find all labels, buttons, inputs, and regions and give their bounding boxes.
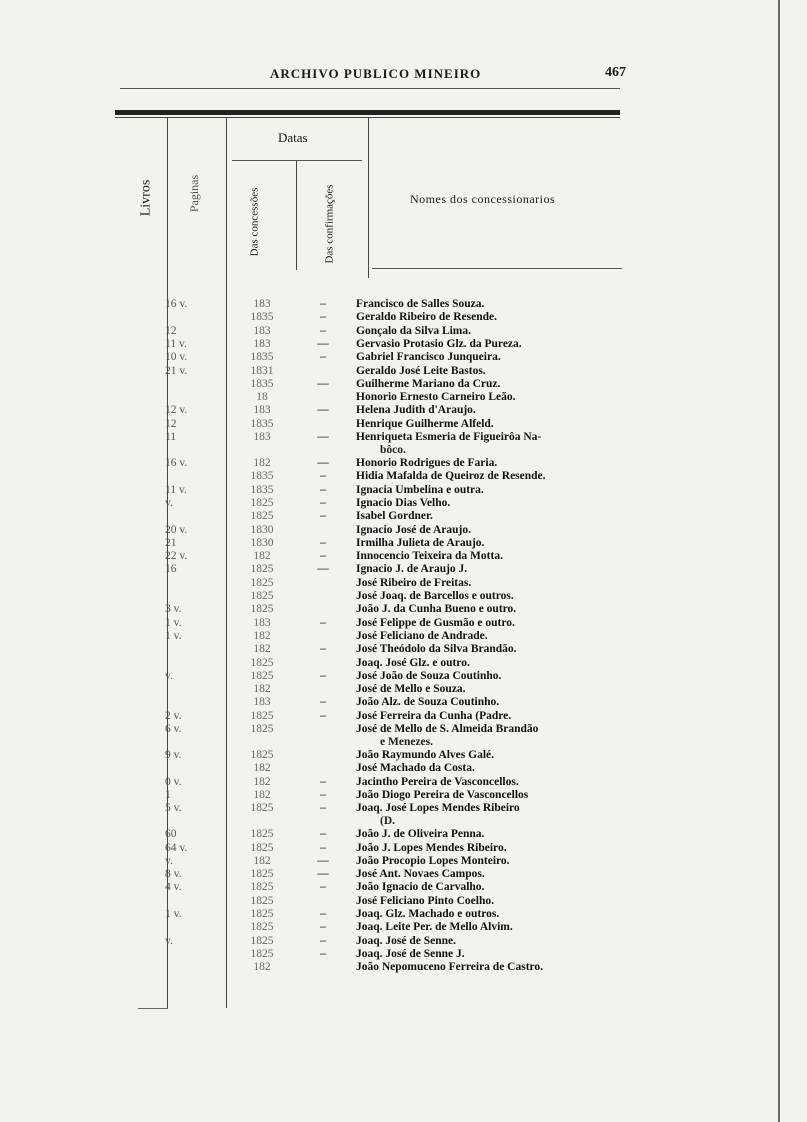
name-cell: João Diogo Pereira de Vasconcellos [356, 788, 529, 801]
name-cell: José João de Souza Coutinho. [356, 669, 502, 682]
table-row [130, 630, 630, 643]
table-row [130, 961, 630, 974]
header-bottom-rule [372, 268, 622, 269]
concessao-cell: 182 [253, 854, 271, 867]
table-row [130, 325, 630, 338]
name-cell: Hidia Mafalda de Queiroz de Resende. [356, 470, 546, 483]
name-cell: Gonçalo da Silva Lima. [356, 324, 472, 337]
name-cell: Ignacio José de Araujo. [356, 523, 471, 536]
table-row [130, 457, 630, 470]
confirmacao-cell: – [320, 616, 326, 629]
name-cell: José Machado da Costa. [356, 762, 475, 775]
concessao-cell: 183 [253, 696, 271, 709]
name-cell: João J. de Oliveira Penna. [356, 828, 485, 841]
concessao-cell: 1825 [250, 947, 274, 960]
pagina-cell: 16 v. [165, 298, 188, 310]
name-cell: João Alz. de Souza Coutinho. [356, 696, 500, 709]
datas-rule [232, 160, 362, 161]
table-row [130, 603, 630, 616]
pagina-cell: 1 v. [165, 629, 182, 642]
name-cell: Joaq. Leite Per. de Mello Alvim. [356, 921, 513, 934]
table-row [130, 577, 630, 590]
confirmacao-cell: – [320, 775, 326, 788]
name-cell: Henriqueta Esmeria de Figueirôa Na- [356, 431, 542, 443]
concessao-cell: 1825 [250, 749, 274, 761]
concessao-cell: 1825 [250, 934, 274, 947]
pagina-cell: 6 v. [165, 723, 182, 735]
name-continuation: e Menezes. [380, 736, 433, 748]
concessao-cell: 1825 [250, 656, 274, 669]
confirmacao-cell: – [320, 696, 326, 709]
pagina-cell: 4 v. [165, 881, 182, 894]
confirmacao-cell: – [320, 510, 326, 523]
name-cell: Gervasio Protasio Glz. da Pureza. [356, 337, 522, 350]
confirmacao-cell: – [320, 470, 326, 483]
pagina-cell: 22 v. [165, 550, 188, 563]
name-continuation: (D. [380, 815, 396, 828]
table-row [130, 776, 630, 789]
confirmacao-cell: – [320, 947, 326, 960]
name-cell: João Nepomuceno Ferreira de Castro. [356, 961, 544, 974]
concessao-cell: 1835 [250, 351, 274, 364]
concessao-cell: 1825 [250, 841, 274, 854]
pagina-cell: 3 v. [165, 603, 182, 616]
confirmacao-cell: — [317, 457, 329, 469]
name-cell: Innocencio Teixeira da Motta. [356, 550, 503, 563]
concessao-cell: 1825 [250, 908, 274, 920]
name-cell: João J. Lopes Mendes Ribeiro. [356, 841, 507, 854]
name-cell: José Theódolo da Silva Brandão. [356, 643, 517, 656]
page-number: 467 [605, 65, 626, 80]
name-cell: Isabel Gordner. [356, 510, 433, 523]
table-row [130, 670, 630, 683]
concessao-cell: 1825 [250, 894, 274, 907]
confirmacao-cell: – [320, 669, 326, 682]
pagina-cell: 12 [165, 417, 177, 430]
running-head-title: ARCHIVO PUBLICO MINEIRO [270, 66, 482, 81]
name-cell: Henrique Guilherme Alfeld. [356, 417, 494, 430]
confirmacao-cell: — [317, 563, 329, 576]
name-cell: João Procopio Lopes Monteiro. [356, 854, 510, 867]
name-cell: Geraldo Ribeiro de Resende. [356, 311, 497, 324]
confirmacao-cell: – [320, 921, 326, 934]
pagina-cell: 1 v. [165, 616, 182, 629]
confirmacao-cell: – [320, 908, 326, 920]
concessao-cell: 1835 [250, 377, 274, 390]
header-paginas: Paginas [187, 174, 202, 213]
table-row [130, 908, 630, 921]
concessao-cell: 1825 [250, 563, 274, 576]
concessao-cell: 182 [253, 550, 271, 563]
table-row [130, 510, 630, 523]
table-row [130, 723, 630, 748]
concessao-cell: 1835 [250, 311, 274, 324]
concessao-cell: 183 [253, 431, 271, 443]
confirmacao-cell: – [320, 298, 326, 310]
table-row [130, 590, 630, 603]
concessao-cell: 182 [253, 683, 271, 696]
pagina-cell: 11 v. [165, 337, 187, 350]
concessao-cell: 183 [253, 616, 271, 629]
name-cell: Helena Judith d'Araujo. [356, 404, 476, 417]
name-cell: Honorio Ernesto Carneiro Leão. [356, 391, 516, 404]
concessao-cell: 183 [253, 404, 271, 417]
table-row [130, 298, 630, 311]
table-row [130, 550, 630, 563]
confirmacao-cell: – [320, 351, 326, 364]
concessao-cell: 182 [253, 762, 271, 775]
name-cell: José Feliciano de Andrade. [356, 629, 488, 642]
table-row [130, 828, 630, 841]
pagina-cell: v. [165, 669, 173, 682]
concessao-cell: 183 [253, 298, 271, 310]
concessao-cell: 1825 [250, 921, 274, 934]
table-row [130, 696, 630, 709]
pagina-cell: 12 v. [165, 404, 188, 417]
table-row [130, 617, 630, 630]
head-rule [120, 88, 620, 89]
table-row [130, 470, 630, 483]
pagina-cell: 60 [165, 828, 177, 841]
concessao-cell: 1830 [250, 536, 274, 549]
confirmacao-cell: – [320, 802, 326, 815]
confirmacao-cell: – [320, 934, 326, 947]
name-cell: Ignacia Umbelina e outra. [356, 483, 484, 496]
name-cell: Joaq. Glz. Machado e outros. [356, 908, 500, 920]
confirmacao-cell: — [317, 404, 329, 417]
header-confirmacoes: Das confirmações [323, 184, 336, 264]
concessao-cell: 1825 [250, 576, 274, 589]
pagina-cell: 1 v. [165, 908, 182, 920]
concessao-cell: 1825 [250, 802, 274, 815]
concessao-cell: 182 [253, 457, 271, 469]
name-cell: Irmilha Julieta de Araujo. [356, 536, 485, 549]
pagina-cell: v. [165, 934, 173, 947]
table-row [130, 921, 630, 934]
name-cell: Honorio Rodrigues de Faria. [356, 457, 498, 469]
name-cell: João J. da Cunha Bueno e outro. [356, 603, 517, 616]
concessao-cell: 1835 [250, 483, 274, 496]
confirmacao-cell: — [317, 337, 329, 350]
name-cell: Joaq. José de Senne J. [356, 947, 465, 960]
concessao-cell: 182 [253, 961, 271, 974]
name-cell: Ignacio Dias Velho. [356, 496, 451, 509]
table-row [130, 404, 630, 417]
table-row [130, 881, 630, 894]
confirmacao-cell: — [317, 377, 329, 390]
table-row [130, 855, 630, 868]
concessao-cell: 1825 [250, 669, 274, 682]
pagina-cell: 21 v. [165, 364, 188, 377]
name-cell: José de Mello e Souza. [356, 683, 466, 696]
name-cell: Jacintho Pereira de Vasconcellos. [356, 775, 519, 788]
pagina-cell: 1 [165, 788, 171, 801]
header-concessoes: Das concessões [248, 187, 261, 257]
confirmacao-cell: – [320, 536, 326, 549]
pagina-cell: 21 [165, 536, 177, 549]
table-row [130, 351, 630, 364]
name-cell: Gabriel Francisco Junqueira. [356, 351, 501, 364]
table-row [130, 935, 630, 948]
table-row [130, 749, 630, 762]
pagina-cell: 0 v. [165, 775, 182, 788]
concessao-cell: 1825 [250, 709, 274, 722]
name-cell: José Ferreira da Cunha (Padre. [356, 709, 512, 722]
pagina-cell: 12 [165, 324, 177, 337]
name-cell: Ignacio J. de Araujo J. [356, 563, 468, 576]
table-row [130, 762, 630, 775]
pagina-cell: 16 v. [165, 457, 188, 469]
table-row [130, 563, 630, 576]
concessao-cell: 183 [253, 337, 271, 350]
page-edge [778, 0, 780, 1122]
pagina-cell: 11 v. [165, 483, 187, 496]
concessao-cell: 1825 [250, 723, 274, 735]
table-row [130, 802, 630, 828]
name-cell: Guilherme Mariano da Cruz. [356, 377, 501, 390]
name-cell: José Joaq. de Barcellos e outros. [356, 590, 514, 602]
header-livros: Livros [138, 179, 154, 217]
pagina-cell: 9 v. [165, 749, 182, 761]
concessao-cell: 1825 [250, 510, 274, 523]
name-cell: Joaq. José Lopes Mendes Ribeiro [356, 802, 520, 815]
concessao-cell: 1835 [250, 417, 274, 430]
confirmacao-cell: — [317, 854, 329, 867]
name-cell: José Feliciano Pinto Coelho. [356, 894, 494, 907]
concessao-cell: 182 [253, 629, 271, 642]
table-row [130, 789, 630, 802]
table-row [130, 683, 630, 696]
pagina-cell: 2 v. [165, 709, 182, 722]
concessao-cell: 1825 [250, 881, 274, 894]
concessao-cell: 1825 [250, 590, 274, 602]
running-head [0, 66, 807, 86]
confirmacao-cell: – [320, 709, 326, 722]
table-row [130, 311, 630, 324]
confirmacao-cell: – [320, 496, 326, 509]
header-datas: Datas [278, 130, 308, 145]
concessao-cell: 1825 [250, 828, 274, 841]
concessao-cell: 1835 [250, 470, 274, 483]
name-cell: Geraldo José Leite Bastos. [356, 364, 486, 377]
name-cell: José Felippe de Gusmão e outro. [356, 616, 515, 629]
name-cell: João Raymundo Alves Galé. [356, 749, 495, 761]
name-cell: José de Mello de S. Almeida Brandão [356, 723, 539, 735]
confirmacao-cell: – [320, 550, 326, 563]
pagina-cell: 10 v. [165, 351, 188, 364]
pagina-cell: v. [165, 496, 173, 509]
pagina-cell: 16 [165, 563, 177, 576]
concessao-cell: 1825 [250, 603, 274, 616]
pagina-cell: 20 v. [165, 523, 188, 536]
table-row [130, 418, 630, 431]
name-continuation: bôco. [380, 444, 406, 456]
confirmacao-cell: – [320, 483, 326, 496]
table-row [130, 537, 630, 550]
table-row [130, 842, 630, 855]
confirmacao-cell: – [320, 841, 326, 854]
confirmacao-cell: – [320, 788, 326, 801]
name-cell: José Ant. Novaes Campos. [356, 868, 485, 881]
table-row [130, 338, 630, 351]
name-cell: João Ignacio de Carvalho. [356, 881, 485, 894]
pagina-cell: 64 v. [165, 841, 188, 854]
confirmacao-cell: – [320, 881, 326, 894]
concessao-cell: 182 [253, 643, 271, 656]
concessao-cell: 182 [253, 775, 271, 788]
table-row [130, 365, 630, 378]
confirmacao-cell: – [320, 324, 326, 337]
header-nomes: Nomes dos concessionarios [410, 192, 556, 206]
table-row [130, 431, 630, 456]
table-row [130, 643, 630, 656]
name-cell: Joaq. José de Senne. [356, 934, 456, 947]
concessao-cell: 1825 [250, 496, 274, 509]
table-row [130, 948, 630, 961]
table-row [130, 524, 630, 537]
name-cell: José Ribeiro de Freitas. [356, 576, 472, 589]
table-row [130, 378, 630, 391]
concessao-cell: 183 [253, 324, 271, 337]
table-row [130, 710, 630, 723]
name-cell: Francisco de Salles Souza. [356, 298, 485, 310]
column-divider [296, 160, 297, 270]
confirmacao-cell: — [317, 868, 329, 881]
table-row [130, 484, 630, 497]
concessao-cell: 1825 [250, 868, 274, 881]
table-row [130, 391, 630, 404]
pagina-cell: 11 [165, 431, 177, 443]
concessao-cell: 18 [256, 391, 268, 404]
pagina-cell: 8 v. [165, 868, 182, 881]
table-row [130, 657, 630, 670]
concessao-cell: 182 [253, 788, 271, 801]
confirmacao-cell: – [320, 643, 326, 656]
table-row [130, 895, 630, 908]
pagina-cell: v. [165, 854, 173, 867]
footer-mark [138, 1008, 168, 1009]
table-top-rule [115, 110, 620, 115]
pagina-cell: 5 v. [165, 802, 182, 815]
confirmacao-cell: – [320, 828, 326, 841]
confirmacao-cell: — [317, 431, 329, 443]
column-divider [368, 118, 369, 278]
name-cell: Joaq. José Glz. e outro. [356, 656, 470, 669]
table-row [130, 497, 630, 510]
concessao-cell: 1830 [250, 523, 274, 536]
concessao-cell: 1831 [250, 364, 274, 377]
confirmacao-cell: – [320, 311, 326, 324]
table-row [130, 868, 630, 881]
